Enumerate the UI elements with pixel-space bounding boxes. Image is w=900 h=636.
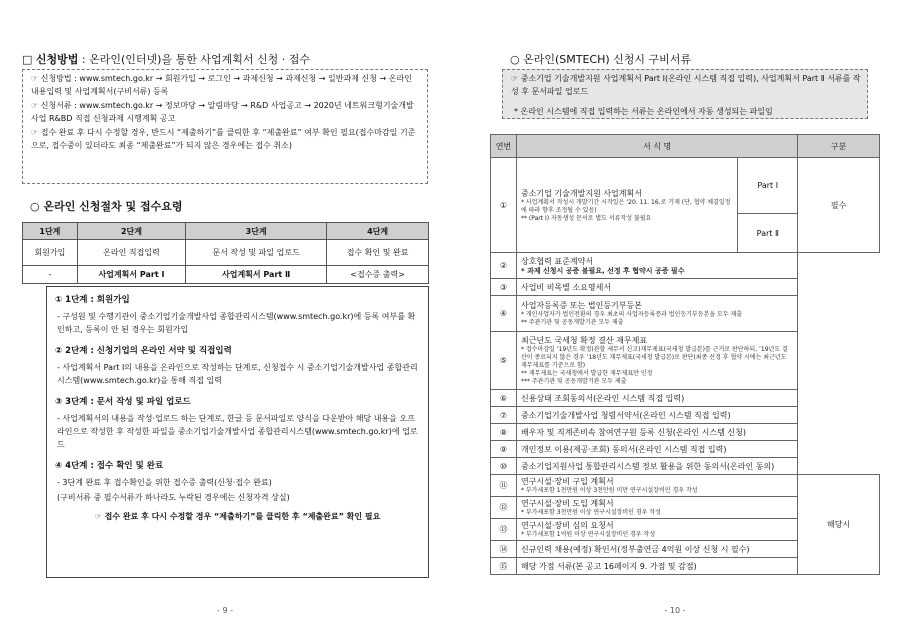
row-title-text: 사업비 비목별 소요명세서 [520,282,612,292]
row-title-text: 신규인력 채용(예정) 확인서(정부출연금 4억원 이상 신청 시 필수) [520,544,750,554]
part-two-label: Part Ⅱ [738,214,798,253]
row-number: ⑮ [491,558,517,575]
table-cell: 접수 확인 및 완료 [327,240,429,266]
table-row [491,475,880,497]
notice-line: ☞ 중소기업 기술개발지원 사업계획서 Part Ⅰ(온라인 시스템 직접 입력), 사업계획서 Part Ⅱ 서류를 작성 후 문서파일 업로드 [511,74,861,96]
row-number: ③ [491,279,517,296]
sub-heading: ○ 온라인 신청절차 및 접수요령 [30,200,183,213]
row-title [516,458,797,475]
table-cell: 온라인 직접입력 [77,240,185,266]
table-cell: 사업계획서 Part Ⅰ [77,266,185,284]
row-title-text: 신용상태 조회동의서(온라인 시스템 직접 입력) [520,393,685,403]
row-title [516,541,797,558]
page-number: - 10 - [664,606,686,615]
part-one-label: Part Ⅰ [738,158,798,214]
row-title [516,296,797,332]
row-note: * 부가세포함 3천만원 이상 연구시설장비인 경우 작성 [520,509,661,516]
row-number: ② [491,253,517,279]
section-heading: ○ 온라인(SMTECH) 신청시 구비서류 [510,53,692,66]
table-cell: 회원가입 [23,240,78,266]
row-number: ⑫ [491,497,517,519]
table-row [491,458,880,475]
final-note: ☞ 접수 완료 후 다시 수정할 경우 “제출하기”를 클릭한 후 “제출완료” 확인 필요 [94,512,381,521]
step-text: - 3단계 완료 후 접수확인을 위한 접수증 출력(신청·접수 완료) [57,478,272,487]
table-row [491,332,880,390]
row-note: ** 재무제표는 국세청에서 발급한 재무제표만 인정 [520,370,653,377]
row-title-text: 연구시설·장비 구입 계획서 [520,477,614,486]
documents-table [490,134,880,575]
table-header: 2단계 [77,223,185,240]
notice-line: ☞ 접수 완료 후 다시 수정할 경우, 반드시 “제출하기”를 클릭한 후 “제출완료” 여부 확인 필요(접수마감일 기준으로, 접수중이 있더라도 최종 “제출완료”가 되지 않은 경우에는 접수 취소) [31,128,416,150]
row-note: * 사업계획서 작성시 개발기간 시작일은 ’20. 11. 16.로 기재 (단, 협약 체결일정에 따라 향후 조정될 수 있음) [520,198,731,214]
row-note: ** (Part Ⅰ) 자동생성 문서로 별도 서류작성 불필요 [520,214,652,222]
step-text: - 사업계획서의 내용을 작성·업로드 하는 단계로, 한글 등 문서파일로 양식을 다운받아 해당 내용을 오프라인으로 작성한 후 작성한 파일을 중소기업기술개발사업 종합관리시스템(www.smtech.go.kr)에 업로드 [57,414,418,449]
table-cell: 사업계획서 Part Ⅱ [186,266,327,284]
row-number: ⑧ [491,424,517,441]
type-required: 필수 [798,158,880,253]
row-number: ⑩ [491,458,517,475]
section-heading: □ 신청방법 : 온라인(인터넷)을 통한 사업계획서 신청 · 접수 [22,53,310,66]
row-title-text: 연구시설·장비 심의 요청서 [520,521,614,530]
row-number: ⑥ [491,390,517,407]
notice-line: ☞ 신청방법 : www.smtech.go.kr → 회원가입 → 로그인 → 과제신청 → 과제신청 → 일반과제 신청 → 온라인 내용입력 및 사업계획서(구비서류) 등록 [31,74,412,96]
row-title [516,558,797,575]
row-title [516,390,797,407]
table-header: 서 식 명 [516,135,797,158]
row-number: ⑪ [491,475,517,497]
row-number: ⑬ [491,519,517,541]
step-text: (구비서류 중 필수서류가 하나라도 누락된 경우에는 신청자격 상실) [57,493,290,502]
table-row [491,407,880,424]
table-row [491,296,880,332]
row-title-text: 상호협력 표준계약서 [520,257,594,266]
row-title-text: 최근년도 국세청 확정 결산 재무제표 [520,336,648,345]
notice-footnote: * 온라인 시스템에 직접 입력하는 서류는 온라인에서 자동 생성되는 파일임 [514,107,773,116]
row-title [516,424,797,441]
row-number: ⑦ [491,407,517,424]
table-header: 4단계 [327,223,429,240]
row-note: * 부가세포함 1억원 이상 연구시설장비인 경우 작성 [520,531,656,538]
row-title [516,332,797,390]
row-note: * 개인사업자가 법인전환의 경우 최초의 사업자등록증과 법인등기부등본을 모두 제출 [520,311,743,318]
row-number: ⑨ [491,441,517,458]
row-note: ** 주관기관 및 공동개발기관 모두 제출 [520,319,624,326]
row-title [516,475,797,497]
page-number: - 9 - [217,606,233,615]
step-title: ③ 3단계 : 문서 작성 및 파일 업로드 [55,397,191,407]
row-title [516,253,797,279]
row-title-text: 해당 가점 서류(본 공고 16페이지 9. 가점 및 감점) [520,561,697,571]
row-title: 중소기업 기술개발지원 사업계획서 * 사업계획서 작성시 개발기간 시작일은 ’20. 11. 16.로 기재 (단, 협약 체결일정에 따라 향후 조정될 수 있음) ** (Part Ⅰ) 자동생성 문서로 별도 서류작성 불필요 [516,158,737,253]
table-row [491,441,880,458]
table-header: 1단계 [23,223,78,240]
row-number: ① [491,158,517,253]
page-right [450,0,900,636]
table-header: 연번 [491,135,517,158]
table-row [491,253,880,279]
step-title: ① 1단계 : 회원가입 [55,295,130,305]
table-header: 3단계 [186,223,327,240]
step-text: - 구성원 및 수행기관이 중소기업기술개발사업 종합관리시스템(www.smtech.go.kr)에 등록 여부를 확인하고, 등록이 안 된 경우는 회원가입 [57,312,416,334]
row-number: ④ [491,296,517,332]
row-title-text: 중소기업지원사업 통합관리시스템 정보 활용을 위한 동의서(온라인 동의) [520,461,775,471]
table-cell: <접수증 출력> [327,266,429,284]
row-number: ⑭ [491,541,517,558]
row-number: ⑤ [491,332,517,390]
row-title-text: 배우자 및 직계존비속 참여연구원 등록 신청(온라인 시스템 신청) [520,427,746,437]
table-row [491,158,880,214]
row-note: * 부가세포함 1천만원 이상 3천만원 미만 연구시설장비인 경우 작성 [520,487,698,494]
row-title-text: 개인정보 이용(제공·조회) 동의서(온라인 시스템 직접 입력) [520,444,727,454]
step-title: ④ 4단계 : 접수 확인 및 완료 [55,461,164,471]
row-title-text: 연구시설·장비 도입 계획서 [520,499,614,508]
row-title [516,279,797,296]
table-header: 구분 [798,135,880,158]
row-title [516,497,797,519]
table-cell: 문서 작성 및 파일 업로드 [186,240,327,266]
row-title [516,519,797,541]
step-title: ② 2단계 : 신청기업의 온라인 서약 및 직접입력 [55,346,232,356]
row-title [516,407,797,424]
steps-table [22,222,429,284]
table-row [491,390,880,407]
type-applicable: 해당시 [798,475,880,575]
row-title-text: 사업자등록증 또는 법인등기부등본 [520,301,642,310]
row-note: *** 주관기관 및 공동개발기관 모두 제출 [520,378,627,385]
row-title [516,441,797,458]
step-text: - 사업계획서 Part Ⅰ의 내용을 온라인으로 작성하는 단계로, 신청접수 시 중소기업기술개발사업 종합관리시스템(www.smtech.go.kr)을 통해 직접 입력 [57,363,418,385]
row-note: * 접수마감일 ’19년도 확정(관할 세무서 신고)재무제표(국세청 발급본)를 근거로 판단하되, ’19년도 결산이 종료되지 않은 경우 ’18년도 재무제표(국세청 발급본)로 판단(최종 선정 후 협약 시에는 최근년도 재무제표를 기준으로 함) [520,346,788,369]
notice-line: ☞ 신청서류 : www.smtech.go.kr → 정보마당 → 알림마당 → R&D 사업공고 → 2020년 네트워크형기술개발사업 R&BD 직접 신청과제 시행계획 공고 [31,101,414,123]
notice-box [22,69,428,184]
table-cell: - [23,266,78,284]
table-row [491,279,880,296]
table-row [491,424,880,441]
steps-frame [46,286,429,578]
row-note: * 과제 신청시 공증 불필요, 선정 후 협약시 공증 필수 [520,267,685,275]
row-title-text: 중소기업기술개발사업 청렴서약서(온라인 시스템 직접 입력) [520,410,731,420]
